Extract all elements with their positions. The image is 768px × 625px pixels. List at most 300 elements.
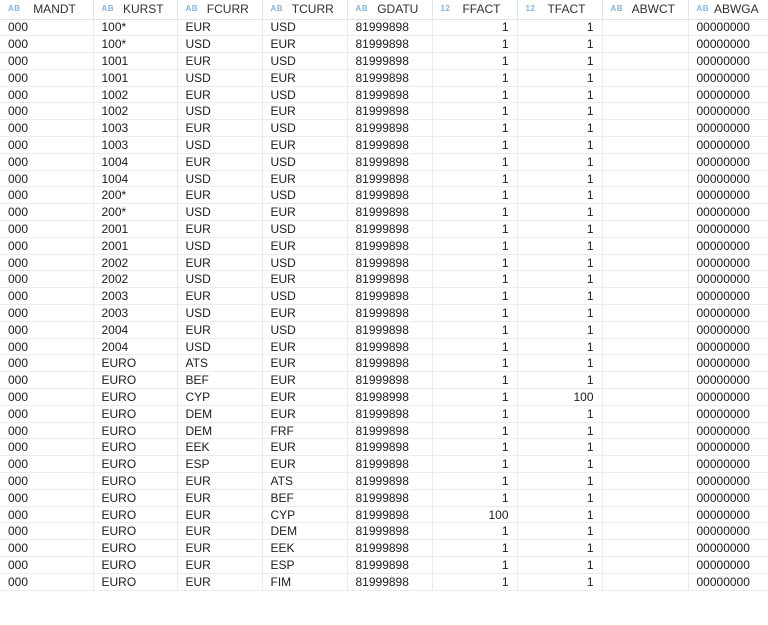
cell-abwct[interactable]	[602, 405, 688, 422]
cell-gdatu[interactable]: 81999898	[347, 53, 432, 70]
cell-mandt[interactable]: 000	[0, 204, 93, 221]
cell-fcurr[interactable]: EUR	[177, 221, 262, 238]
cell-mandt[interactable]: 000	[0, 456, 93, 473]
cell-tfact[interactable]: 1	[517, 204, 602, 221]
cell-tcurr[interactable]: EUR	[262, 170, 347, 187]
cell-abwga[interactable]: 00000000	[688, 19, 768, 36]
column-header-gdatu[interactable]	[347, 0, 432, 19]
cell-kurst[interactable]: 2001	[93, 237, 177, 254]
cell-fcurr[interactable]: EUR	[177, 557, 262, 574]
cell-ffact[interactable]: 1	[432, 557, 517, 574]
cell-abwga[interactable]: 00000000	[688, 422, 768, 439]
cell-abwga[interactable]: 00000000	[688, 355, 768, 372]
cell-kurst[interactable]: EURO	[93, 405, 177, 422]
cell-gdatu[interactable]: 81999898	[347, 405, 432, 422]
cell-fcurr[interactable]: EUR	[177, 489, 262, 506]
cell-abwct[interactable]	[602, 523, 688, 540]
cell-abwga[interactable]: 00000000	[688, 137, 768, 154]
cell-kurst[interactable]: 1004	[93, 170, 177, 187]
cell-abwga[interactable]: 00000000	[688, 573, 768, 590]
cell-fcurr[interactable]: BEF	[177, 372, 262, 389]
cell-fcurr[interactable]: EEK	[177, 439, 262, 456]
cell-gdatu[interactable]: 81999898	[347, 355, 432, 372]
cell-tcurr[interactable]: USD	[262, 254, 347, 271]
cell-tfact[interactable]: 1	[517, 187, 602, 204]
cell-abwga[interactable]: 00000000	[688, 204, 768, 221]
cell-abwct[interactable]	[602, 19, 688, 36]
cell-fcurr[interactable]: USD	[177, 204, 262, 221]
cell-gdatu[interactable]: 81999898	[347, 237, 432, 254]
cell-fcurr[interactable]: EUR	[177, 53, 262, 70]
cell-gdatu[interactable]: 81999898	[347, 204, 432, 221]
cell-mandt[interactable]: 000	[0, 137, 93, 154]
cell-abwct[interactable]	[602, 305, 688, 322]
cell-tfact[interactable]: 1	[517, 473, 602, 490]
cell-abwct[interactable]	[602, 288, 688, 305]
cell-gdatu[interactable]: 81999898	[347, 69, 432, 86]
cell-gdatu[interactable]: 81999898	[347, 36, 432, 53]
cell-tfact[interactable]: 1	[517, 120, 602, 137]
cell-kurst[interactable]: 200*	[93, 187, 177, 204]
cell-ffact[interactable]: 1	[432, 254, 517, 271]
cell-abwct[interactable]	[602, 103, 688, 120]
cell-fcurr[interactable]: USD	[177, 36, 262, 53]
cell-fcurr[interactable]: EUR	[177, 288, 262, 305]
cell-ffact[interactable]: 1	[432, 372, 517, 389]
cell-gdatu[interactable]: 81999898	[347, 271, 432, 288]
cell-abwga[interactable]: 00000000	[688, 69, 768, 86]
cell-tfact[interactable]: 1	[517, 557, 602, 574]
cell-fcurr[interactable]: EUR	[177, 540, 262, 557]
cell-gdatu[interactable]: 81999898	[347, 254, 432, 271]
cell-tcurr[interactable]: EUR	[262, 237, 347, 254]
cell-tcurr[interactable]: USD	[262, 288, 347, 305]
cell-mandt[interactable]: 000	[0, 103, 93, 120]
cell-gdatu[interactable]: 81999898	[347, 557, 432, 574]
cell-tcurr[interactable]: EUR	[262, 271, 347, 288]
cell-gdatu[interactable]: 81999898	[347, 473, 432, 490]
cell-ffact[interactable]: 1	[432, 120, 517, 137]
cell-abwga[interactable]: 00000000	[688, 254, 768, 271]
cell-ffact[interactable]: 1	[432, 473, 517, 490]
column-header-mandt[interactable]	[0, 0, 93, 19]
cell-gdatu[interactable]: 81998998	[347, 389, 432, 406]
cell-tcurr[interactable]: EUR	[262, 372, 347, 389]
cell-abwga[interactable]: 00000000	[688, 153, 768, 170]
cell-tfact[interactable]: 1	[517, 355, 602, 372]
cell-abwga[interactable]: 00000000	[688, 305, 768, 322]
cell-tfact[interactable]: 1	[517, 288, 602, 305]
cell-tfact[interactable]: 1	[517, 540, 602, 557]
cell-tfact[interactable]: 1	[517, 372, 602, 389]
cell-ffact[interactable]: 1	[432, 103, 517, 120]
column-header-tcurr[interactable]	[262, 0, 347, 19]
cell-kurst[interactable]: 1001	[93, 53, 177, 70]
cell-fcurr[interactable]: USD	[177, 305, 262, 322]
cell-kurst[interactable]: 1003	[93, 137, 177, 154]
cell-fcurr[interactable]: USD	[177, 237, 262, 254]
column-header-ffact[interactable]	[432, 0, 517, 19]
cell-ffact[interactable]: 1	[432, 187, 517, 204]
cell-abwct[interactable]	[602, 53, 688, 70]
column-header-abwct[interactable]	[602, 0, 688, 19]
cell-abwga[interactable]: 00000000	[688, 540, 768, 557]
cell-kurst[interactable]: EURO	[93, 439, 177, 456]
cell-tfact[interactable]: 1	[517, 405, 602, 422]
cell-gdatu[interactable]: 81999898	[347, 540, 432, 557]
cell-ffact[interactable]: 1	[432, 523, 517, 540]
cell-kurst[interactable]: 100*	[93, 19, 177, 36]
cell-mandt[interactable]: 000	[0, 573, 93, 590]
cell-gdatu[interactable]: 81999898	[347, 523, 432, 540]
cell-abwct[interactable]	[602, 237, 688, 254]
cell-ffact[interactable]: 1	[432, 36, 517, 53]
cell-tfact[interactable]: 1	[517, 86, 602, 103]
cell-mandt[interactable]: 000	[0, 19, 93, 36]
cell-ffact[interactable]: 1	[432, 288, 517, 305]
cell-abwct[interactable]	[602, 372, 688, 389]
cell-mandt[interactable]: 000	[0, 372, 93, 389]
cell-tcurr[interactable]: EUR	[262, 389, 347, 406]
cell-ffact[interactable]: 1	[432, 338, 517, 355]
cell-mandt[interactable]: 000	[0, 389, 93, 406]
cell-tcurr[interactable]: EUR	[262, 355, 347, 372]
cell-ffact[interactable]: 1	[432, 422, 517, 439]
cell-kurst[interactable]: 1001	[93, 69, 177, 86]
cell-tcurr[interactable]: EUR	[262, 338, 347, 355]
cell-gdatu[interactable]: 81999898	[347, 86, 432, 103]
cell-gdatu[interactable]: 81999898	[347, 153, 432, 170]
cell-kurst[interactable]: 2003	[93, 305, 177, 322]
cell-abwga[interactable]: 00000000	[688, 103, 768, 120]
cell-kurst[interactable]: EURO	[93, 557, 177, 574]
cell-ffact[interactable]: 1	[432, 237, 517, 254]
cell-abwga[interactable]: 00000000	[688, 321, 768, 338]
cell-ffact[interactable]: 1	[432, 221, 517, 238]
cell-tfact[interactable]: 1	[517, 573, 602, 590]
cell-tcurr[interactable]: BEF	[262, 489, 347, 506]
cell-gdatu[interactable]: 81999898	[347, 338, 432, 355]
cell-kurst[interactable]: 1004	[93, 153, 177, 170]
cell-tcurr[interactable]: USD	[262, 86, 347, 103]
cell-gdatu[interactable]: 81999898	[347, 170, 432, 187]
cell-abwct[interactable]	[602, 489, 688, 506]
cell-ffact[interactable]: 1	[432, 53, 517, 70]
cell-tcurr[interactable]: EUR	[262, 204, 347, 221]
cell-tcurr[interactable]: EUR	[262, 405, 347, 422]
cell-gdatu[interactable]: 81999898	[347, 372, 432, 389]
cell-mandt[interactable]: 000	[0, 422, 93, 439]
cell-tcurr[interactable]: USD	[262, 321, 347, 338]
cell-gdatu[interactable]: 81999898	[347, 439, 432, 456]
cell-fcurr[interactable]: CYP	[177, 389, 262, 406]
cell-abwga[interactable]: 00000000	[688, 170, 768, 187]
cell-tfact[interactable]: 1	[517, 69, 602, 86]
cell-mandt[interactable]: 000	[0, 489, 93, 506]
cell-tfact[interactable]: 1	[517, 338, 602, 355]
cell-fcurr[interactable]: DEM	[177, 405, 262, 422]
cell-kurst[interactable]: EURO	[93, 489, 177, 506]
cell-fcurr[interactable]: EUR	[177, 473, 262, 490]
cell-abwga[interactable]: 00000000	[688, 221, 768, 238]
cell-kurst[interactable]: 1002	[93, 86, 177, 103]
cell-mandt[interactable]: 000	[0, 473, 93, 490]
cell-tfact[interactable]: 1	[517, 254, 602, 271]
cell-tfact[interactable]: 1	[517, 422, 602, 439]
cell-tcurr[interactable]: USD	[262, 153, 347, 170]
cell-fcurr[interactable]: USD	[177, 170, 262, 187]
cell-kurst[interactable]: EURO	[93, 540, 177, 557]
cell-tcurr[interactable]: EUR	[262, 439, 347, 456]
cell-fcurr[interactable]: EUR	[177, 187, 262, 204]
cell-gdatu[interactable]: 81999898	[347, 221, 432, 238]
cell-abwct[interactable]	[602, 120, 688, 137]
cell-abwga[interactable]: 00000000	[688, 489, 768, 506]
column-header-abwga[interactable]	[688, 0, 768, 19]
cell-tfact[interactable]: 1	[517, 153, 602, 170]
cell-fcurr[interactable]: USD	[177, 103, 262, 120]
cell-gdatu[interactable]: 81999898	[347, 103, 432, 120]
cell-tfact[interactable]: 1	[517, 321, 602, 338]
cell-ffact[interactable]: 100	[432, 506, 517, 523]
cell-fcurr[interactable]: ATS	[177, 355, 262, 372]
cell-fcurr[interactable]: DEM	[177, 422, 262, 439]
cell-ffact[interactable]: 1	[432, 573, 517, 590]
cell-fcurr[interactable]: EUR	[177, 523, 262, 540]
cell-ffact[interactable]: 1	[432, 439, 517, 456]
cell-tcurr[interactable]: FRF	[262, 422, 347, 439]
cell-mandt[interactable]: 000	[0, 271, 93, 288]
cell-fcurr[interactable]: EUR	[177, 573, 262, 590]
cell-abwct[interactable]	[602, 36, 688, 53]
cell-ffact[interactable]: 1	[432, 204, 517, 221]
cell-mandt[interactable]: 000	[0, 305, 93, 322]
cell-tfact[interactable]: 1	[517, 489, 602, 506]
cell-fcurr[interactable]: EUR	[177, 321, 262, 338]
cell-kurst[interactable]: EURO	[93, 506, 177, 523]
cell-gdatu[interactable]: 81999898	[347, 456, 432, 473]
cell-tcurr[interactable]: USD	[262, 120, 347, 137]
column-header-tfact[interactable]	[517, 0, 602, 19]
cell-mandt[interactable]: 000	[0, 355, 93, 372]
cell-abwga[interactable]: 00000000	[688, 372, 768, 389]
cell-abwct[interactable]	[602, 338, 688, 355]
cell-tcurr[interactable]: USD	[262, 187, 347, 204]
cell-mandt[interactable]: 000	[0, 540, 93, 557]
cell-abwct[interactable]	[602, 254, 688, 271]
cell-tfact[interactable]: 1	[517, 506, 602, 523]
cell-abwga[interactable]: 00000000	[688, 473, 768, 490]
cell-abwct[interactable]	[602, 137, 688, 154]
cell-mandt[interactable]: 000	[0, 170, 93, 187]
cell-tcurr[interactable]: EUR	[262, 456, 347, 473]
cell-tcurr[interactable]: EUR	[262, 305, 347, 322]
cell-abwct[interactable]	[602, 153, 688, 170]
cell-abwga[interactable]: 00000000	[688, 405, 768, 422]
cell-kurst[interactable]: EURO	[93, 422, 177, 439]
cell-mandt[interactable]: 000	[0, 557, 93, 574]
cell-abwct[interactable]	[602, 439, 688, 456]
cell-kurst[interactable]: 1003	[93, 120, 177, 137]
cell-kurst[interactable]: EURO	[93, 473, 177, 490]
cell-tcurr[interactable]: USD	[262, 221, 347, 238]
cell-mandt[interactable]: 000	[0, 221, 93, 238]
cell-kurst[interactable]: EURO	[93, 389, 177, 406]
cell-kurst[interactable]: 2003	[93, 288, 177, 305]
cell-abwct[interactable]	[602, 321, 688, 338]
cell-mandt[interactable]: 000	[0, 338, 93, 355]
cell-mandt[interactable]: 000	[0, 506, 93, 523]
cell-tfact[interactable]: 1	[517, 456, 602, 473]
cell-mandt[interactable]: 000	[0, 120, 93, 137]
cell-mandt[interactable]: 000	[0, 187, 93, 204]
cell-tcurr[interactable]: USD	[262, 53, 347, 70]
cell-tfact[interactable]: 1	[517, 271, 602, 288]
cell-tcurr[interactable]: FIM	[262, 573, 347, 590]
cell-abwct[interactable]	[602, 473, 688, 490]
cell-abwga[interactable]: 00000000	[688, 237, 768, 254]
cell-ffact[interactable]: 1	[432, 153, 517, 170]
cell-ffact[interactable]: 1	[432, 540, 517, 557]
cell-tfact[interactable]: 1	[517, 36, 602, 53]
cell-abwct[interactable]	[602, 422, 688, 439]
cell-ffact[interactable]: 1	[432, 271, 517, 288]
cell-ffact[interactable]: 1	[432, 456, 517, 473]
column-header-kurst[interactable]	[93, 0, 177, 19]
cell-tcurr[interactable]: ATS	[262, 473, 347, 490]
cell-tfact[interactable]: 1	[517, 103, 602, 120]
cell-abwga[interactable]: 00000000	[688, 439, 768, 456]
cell-tfact[interactable]: 1	[517, 237, 602, 254]
cell-tcurr[interactable]: EUR	[262, 103, 347, 120]
cell-abwct[interactable]	[602, 221, 688, 238]
cell-fcurr[interactable]: USD	[177, 271, 262, 288]
cell-kurst[interactable]: 2004	[93, 338, 177, 355]
cell-abwga[interactable]: 00000000	[688, 456, 768, 473]
cell-abwct[interactable]	[602, 69, 688, 86]
cell-tfact[interactable]: 100	[517, 389, 602, 406]
cell-mandt[interactable]: 000	[0, 53, 93, 70]
cell-ffact[interactable]: 1	[432, 305, 517, 322]
cell-abwga[interactable]: 00000000	[688, 53, 768, 70]
cell-abwga[interactable]: 00000000	[688, 288, 768, 305]
cell-abwct[interactable]	[602, 204, 688, 221]
cell-abwct[interactable]	[602, 86, 688, 103]
cell-fcurr[interactable]: EUR	[177, 254, 262, 271]
cell-kurst[interactable]: EURO	[93, 456, 177, 473]
cell-kurst[interactable]: 2002	[93, 254, 177, 271]
cell-mandt[interactable]: 000	[0, 36, 93, 53]
cell-kurst[interactable]: 1002	[93, 103, 177, 120]
cell-gdatu[interactable]: 81999898	[347, 137, 432, 154]
cell-kurst[interactable]: EURO	[93, 372, 177, 389]
cell-fcurr[interactable]: EUR	[177, 86, 262, 103]
cell-tfact[interactable]: 1	[517, 137, 602, 154]
cell-abwga[interactable]: 00000000	[688, 523, 768, 540]
cell-kurst[interactable]: 2002	[93, 271, 177, 288]
cell-mandt[interactable]: 000	[0, 86, 93, 103]
cell-kurst[interactable]: 100*	[93, 36, 177, 53]
cell-tcurr[interactable]: EUR	[262, 36, 347, 53]
cell-tfact[interactable]: 1	[517, 170, 602, 187]
column-header-fcurr[interactable]	[177, 0, 262, 19]
cell-abwga[interactable]: 00000000	[688, 271, 768, 288]
cell-mandt[interactable]: 000	[0, 153, 93, 170]
cell-abwct[interactable]	[602, 573, 688, 590]
cell-tfact[interactable]: 1	[517, 439, 602, 456]
cell-mandt[interactable]: 000	[0, 237, 93, 254]
cell-kurst[interactable]: EURO	[93, 355, 177, 372]
cell-fcurr[interactable]: USD	[177, 137, 262, 154]
cell-abwct[interactable]	[602, 456, 688, 473]
cell-gdatu[interactable]: 81999898	[347, 19, 432, 36]
cell-ffact[interactable]: 1	[432, 19, 517, 36]
cell-fcurr[interactable]: EUR	[177, 153, 262, 170]
cell-ffact[interactable]: 1	[432, 137, 517, 154]
cell-fcurr[interactable]: USD	[177, 69, 262, 86]
cell-abwga[interactable]: 00000000	[688, 36, 768, 53]
cell-gdatu[interactable]: 81999898	[347, 187, 432, 204]
cell-fcurr[interactable]: USD	[177, 338, 262, 355]
cell-abwct[interactable]	[602, 187, 688, 204]
cell-ffact[interactable]: 1	[432, 489, 517, 506]
cell-abwct[interactable]	[602, 271, 688, 288]
cell-kurst[interactable]: 2004	[93, 321, 177, 338]
cell-ffact[interactable]: 1	[432, 389, 517, 406]
cell-abwct[interactable]	[602, 170, 688, 187]
cell-mandt[interactable]: 000	[0, 523, 93, 540]
cell-kurst[interactable]: 2001	[93, 221, 177, 238]
cell-abwga[interactable]: 00000000	[688, 389, 768, 406]
cell-mandt[interactable]: 000	[0, 321, 93, 338]
cell-abwga[interactable]: 00000000	[688, 120, 768, 137]
cell-kurst[interactable]: EURO	[93, 523, 177, 540]
cell-tcurr[interactable]: EUR	[262, 69, 347, 86]
cell-abwct[interactable]	[602, 557, 688, 574]
cell-ffact[interactable]: 1	[432, 69, 517, 86]
cell-tfact[interactable]: 1	[517, 305, 602, 322]
cell-abwga[interactable]: 00000000	[688, 506, 768, 523]
cell-ffact[interactable]: 1	[432, 321, 517, 338]
cell-mandt[interactable]: 000	[0, 439, 93, 456]
cell-ffact[interactable]: 1	[432, 170, 517, 187]
cell-tfact[interactable]: 1	[517, 19, 602, 36]
cell-gdatu[interactable]: 81999898	[347, 506, 432, 523]
cell-abwga[interactable]: 00000000	[688, 187, 768, 204]
cell-abwga[interactable]: 00000000	[688, 338, 768, 355]
cell-abwct[interactable]	[602, 540, 688, 557]
cell-mandt[interactable]: 000	[0, 288, 93, 305]
cell-gdatu[interactable]: 81999898	[347, 573, 432, 590]
cell-kurst[interactable]: 200*	[93, 204, 177, 221]
cell-abwga[interactable]: 00000000	[688, 86, 768, 103]
cell-gdatu[interactable]: 81999898	[347, 489, 432, 506]
cell-tfact[interactable]: 1	[517, 221, 602, 238]
cell-gdatu[interactable]: 81999898	[347, 120, 432, 137]
cell-ffact[interactable]: 1	[432, 405, 517, 422]
cell-abwga[interactable]: 00000000	[688, 557, 768, 574]
cell-fcurr[interactable]: ESP	[177, 456, 262, 473]
cell-gdatu[interactable]: 81999898	[347, 288, 432, 305]
cell-mandt[interactable]: 000	[0, 69, 93, 86]
cell-fcurr[interactable]: EUR	[177, 120, 262, 137]
cell-ffact[interactable]: 1	[432, 355, 517, 372]
cell-gdatu[interactable]: 81999898	[347, 305, 432, 322]
cell-tcurr[interactable]: ESP	[262, 557, 347, 574]
cell-tcurr[interactable]: CYP	[262, 506, 347, 523]
cell-tcurr[interactable]: EEK	[262, 540, 347, 557]
cell-tcurr[interactable]: DEM	[262, 523, 347, 540]
